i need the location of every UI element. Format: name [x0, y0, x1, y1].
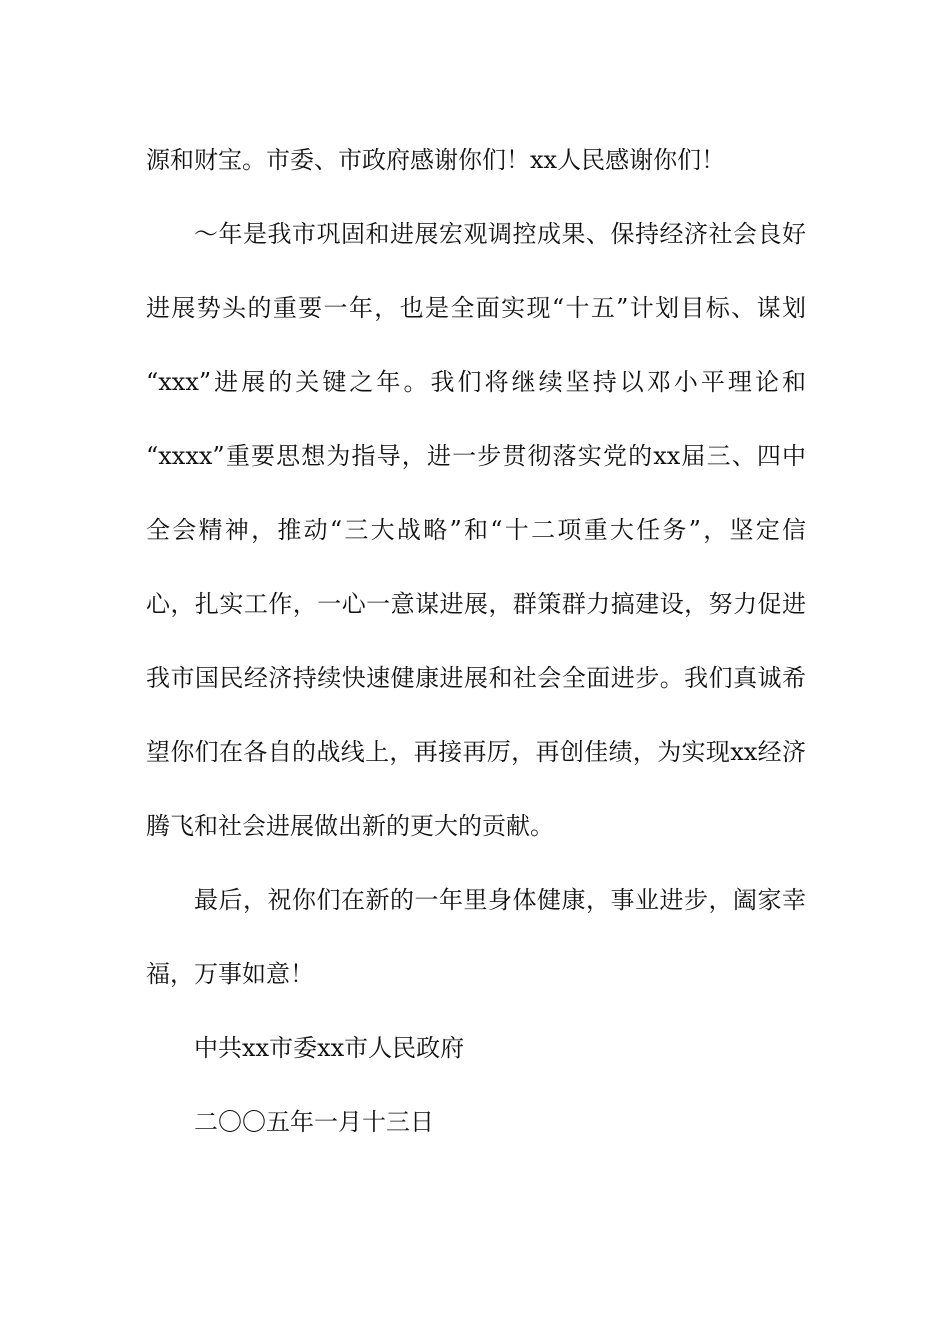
text-line: 腾飞和社会进展做出新的更大的贡献。 — [146, 812, 554, 840]
text-line: 进展势头的重要一年，也是全面实现“十五”计划目标、谋划 — [146, 294, 806, 322]
signature-date: 二〇〇五年一月十三日 — [194, 1108, 434, 1136]
text-line: 望你们在各自的战线上，再接再厉，再创佳绩，为实现xx经济 — [146, 738, 806, 766]
text-line: 福，万事如意！ — [146, 960, 314, 988]
text-line: “xxx”进展的关键之年。我们将继续坚持以邓小平理论和 — [146, 368, 806, 396]
paragraph-outlook — [146, 197, 806, 863]
paragraph-closing-thanks — [146, 123, 806, 197]
signature-organization: 中共xx市委xx市人民政府 — [194, 1034, 465, 1062]
text-line: 心，扎实工作，一心一意谋进展，群策群力搞建设，努力促进 — [146, 590, 806, 618]
text-line: 源和财宝。市委、市政府感谢你们！xx人民感谢你们！ — [146, 146, 726, 174]
text-line: “xxxx”重要思想为指导，进一步贯彻落实党的xx届三、四中 — [146, 442, 806, 470]
text-line: ～年是我市巩固和进展宏观调控成果、保持经济社会良好 — [194, 220, 806, 248]
paragraph-wishes — [146, 863, 806, 1011]
text-line: 全会精神，推动“三大战略”和“十二项重大任务”，坚定信 — [146, 516, 806, 544]
text-line: 我市国民经济持续快速健康进展和社会全面进步。我们真诚希 — [146, 664, 806, 692]
document-body — [146, 123, 806, 1159]
text-line: 最后，祝你们在新的一年里身体健康，事业进步，阖家幸 — [194, 886, 806, 914]
